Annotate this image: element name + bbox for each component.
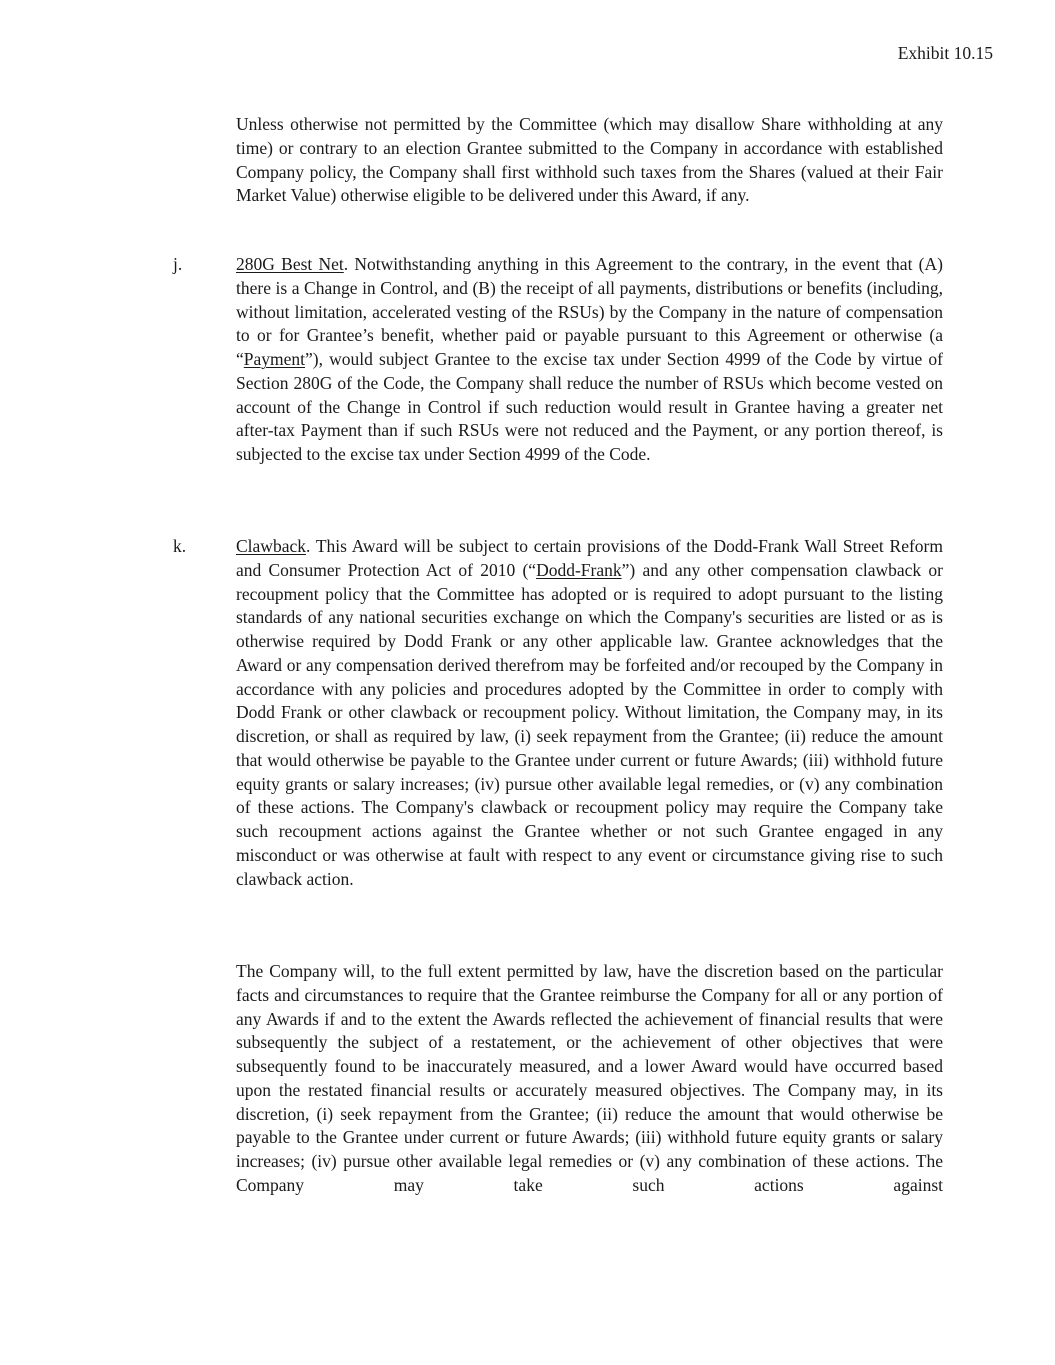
- section-k-heading: Clawback: [236, 536, 306, 556]
- intro-paragraph: Unless otherwise not permitted by the Committee (which may disallow Share withholding at any time) or contrary to an election Grantee submitted to the Company in accordance with established Company policy, the Company shall first withhold such taxes from the Shares (valued at their Fair Market Value) otherwise eligible to be delivered under this Award, if any.: [236, 114, 943, 206]
- section-k-marker: k.: [173, 536, 187, 556]
- exhibit-number: Exhibit 10.15: [897, 43, 993, 63]
- section-j-heading: 280G Best Net: [236, 254, 344, 274]
- section-k-defined-term: Dodd-Frank: [536, 559, 622, 580]
- section-j-paragraph: [236, 253, 943, 467]
- section-j-defined-term: Payment: [243, 349, 306, 369]
- section-k-text-2: ”) and any other compensation clawback or recoupment policy that the Committee has adopted or is required to adopt pursuant to the listing standards of any national securities exchange on which the Company's securities are listed or as is otherwise required by Dodd Frank or any other applicable law. Grantee acknowledges that the Award or any compensation derived therefrom may be forfeited and/or recouped by the Company in accordance with any policies and procedures adopted by the Committee in order to comply with Dodd Frank or other clawback or recoupment policy. Without limitation, the Company may, in its discretion, or shall as required by law, (i) seek repayment from the Grantee; (ii) reduce the amount that would otherwise be payable to the Grantee under current or future Awards; (iii) withhold future equity grants or salary increases; (iv) pursue other available legal remedies, or (v) any combination of these actions. The Company's clawback or recoupment policy may require the Company take such recoupment actions against the Grantee whether or not such Grantee engaged in any misconduct or was otherwise at fault with respect to any event or circumstance giving rise to such clawback action.: [236, 559, 943, 889]
- section-j-text-2: ”), would subject Grantee to the excise tax under Section 4999 of the Code by virtue of Section 280G of the Code, the Company shall reduce the number of RSUs which become vested on account of the Change in Control if such reduction would result in Grantee having a greater net after-tax Payment than if such RSUs were not reduced and the Payment, or any portion thereof, is subjected to the excise tax under Section 4999 of the Code.: [236, 349, 943, 464]
- section-j-marker: j.: [173, 254, 183, 274]
- section-k-second-paragraph: The Company will, to the full extent permitted by law, have the discretion based on the particular facts and circumstances to require that the Grantee reimburse the Company for all or any portion of any Awards if and to the extent the Awards reflected the achievement of financial results that were subsequently the subject of a restatement, or the achievement of other objectives that were subsequently found to be inaccurately measured, and a lower Award would have occurred based upon the restated financial results or accurately measured objectives. The Company may, in its discretion, (i) seek repayment from the Grantee; (ii) reduce the amount that would otherwise be payable to the Grantee under current or future Awards; (iii) withhold future equity grants or salary increases; (iv) pursue other available legal remedies or (v) any combination of these actions. The Company may take such actions against: [236, 961, 943, 1195]
- section-j-text-1: . Notwithstanding anything in this Agreement to the contrary, in the event that (A) there is a Change in Control, and (B) the receipt of all payments, distributions or benefits (including, without limitation, accelerated vesting of the RSUs) by the Company in the nature of compensation to or for Grantee’s benefit, whether paid or payable pursuant to this Agreement or otherwise (a “: [236, 254, 943, 369]
- section-k-paragraph: [236, 535, 943, 891]
- section-k-text-1: . This Award will be subject to certain provisions of the Dodd-Frank Wall Street Reform and Consumer Protection Act of 2010 (“: [236, 536, 943, 580]
